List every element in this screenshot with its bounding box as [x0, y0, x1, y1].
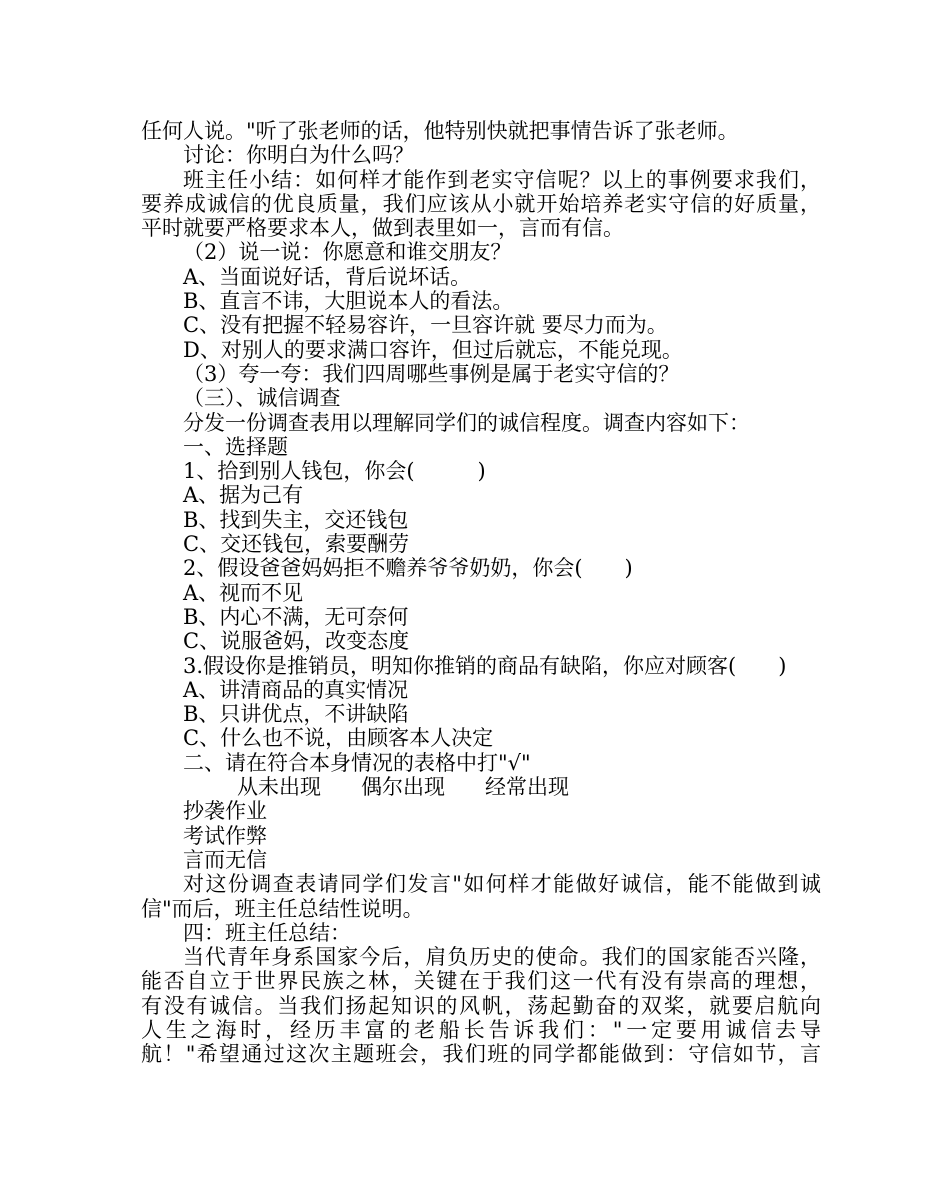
table-row-label: 抄袭作业	[183, 799, 267, 824]
paragraph-line: 分发一份调查表用以理解同学们的诚信程度。调查内容如下：	[183, 410, 750, 435]
section-heading: （三）、诚信调查	[183, 386, 341, 411]
summary-line: 平时就要严格要求本人，做到表里如一，言而有信。	[141, 216, 624, 241]
question-line: 3.假设你是推销员，明知你推销的商品有缺陷，你应对顾客( )	[183, 653, 787, 678]
choice-line: C、什么也不说，由顾客本人决定	[183, 726, 494, 751]
paragraph-line: 航！"希望通过这次主题班会，我们班的同学都能做到：守信如节，言	[141, 1042, 821, 1067]
choice-line: B、找到失主，交还钱包	[183, 507, 409, 532]
section-heading: 一、选择题	[183, 434, 288, 459]
section-heading: 四：班主任总结：	[183, 920, 351, 945]
choice-line: A、据为己有	[183, 483, 304, 508]
choice-line: B、只讲优点，不讲缺陷	[183, 702, 409, 727]
paragraph-line: 当代青年身系国家今后，肩负历史的使命。我们的国家能否兴隆，	[183, 945, 821, 970]
paragraph-line: 人生之海时，经历丰富的老船长告诉我们："一定要用诚信去导	[141, 1017, 821, 1042]
discussion-line: 讨论：你明白为什么吗？	[183, 143, 414, 168]
paragraph-line: 有没有诚信。当我们扬起知识的风帆，荡起勤奋的双桨，就要启航向	[141, 993, 821, 1018]
choice-line: C、交还钱包，索要酬劳	[183, 532, 410, 557]
choice-line: C、说服爸妈，改变态度	[183, 629, 410, 654]
section-heading: 二、请在符合本身情况的表格中打"√"	[183, 750, 531, 775]
paragraph-line: 信"而后，班主任总结性说明。	[141, 896, 424, 921]
option-line: A、当面说好话，背后说坏话。	[183, 264, 472, 289]
table-row-label: 考试作弊	[183, 823, 267, 848]
choice-line: A、视而不见	[183, 580, 304, 605]
choice-line: A、讲清商品的真实情况	[183, 677, 409, 702]
paragraph-line: 能否自立于世界民族之林，关键在于我们这一代有没有崇高的理想，	[141, 969, 821, 994]
paragraph-line: 任何人说。"听了张老师的话，他特别快就把事情告诉了张老师。	[141, 119, 739, 143]
option-line: D、对别人的要求满口容许，但过后就忘，不能兑现。	[183, 337, 683, 362]
option-line: C、没有把握不轻易容许，一旦容许就 要尽力而为。	[183, 313, 668, 338]
choice-line: B、内心不满，无可奈何	[183, 604, 409, 629]
document-body	[141, 119, 821, 1067]
paragraph-line: 对这份调查表请同学们发言"如何样才能做好诚信，能不能做到诚	[183, 872, 821, 897]
question-line: 1、拾到别人钱包，你会( )	[183, 459, 486, 484]
section-heading: （3）夸一夸：我们四周哪些事例是属于老实守信的？	[183, 361, 680, 386]
table-header-cell: 偶尔出现	[361, 775, 445, 800]
summary-line: 班主任小结：如何样才能作到老实守信呢？以上的事例要求我们，	[183, 167, 821, 192]
summary-line: 要养成诚信的优良质量，我们应该从小就开始培养老实守信的好质量，	[141, 191, 821, 216]
section-heading: （2）说一说：你愿意和谁交朋友？	[183, 240, 512, 265]
question-line: 2、假设爸爸妈妈拒不赡养爷爷奶奶，你会( )	[183, 556, 633, 581]
table-header-cell: 经常出现	[485, 775, 569, 800]
table-row-label: 言而无信	[183, 847, 267, 872]
survey-table-header	[141, 775, 821, 799]
option-line: B、直言不讳，大胆说本人的看法。	[183, 289, 514, 314]
table-header-cell: 从未出现	[237, 775, 321, 800]
